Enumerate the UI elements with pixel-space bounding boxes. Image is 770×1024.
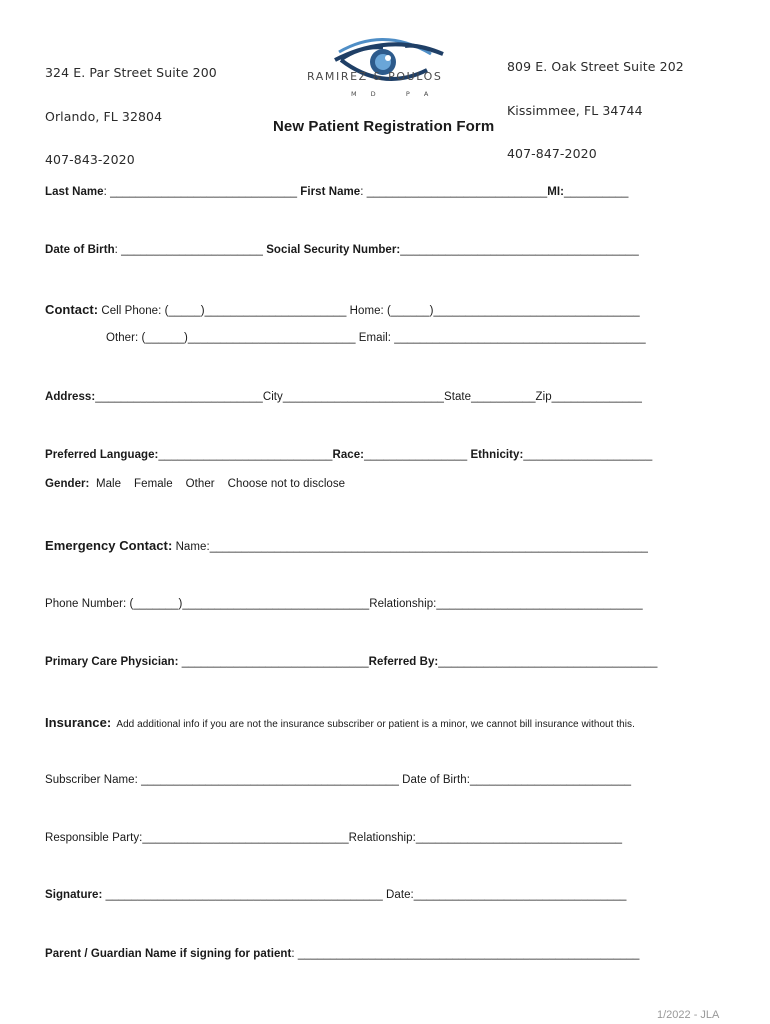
dob-ssn-row [45,244,639,256]
gender-label: Gender: [45,478,90,490]
name-row [45,186,628,198]
signature-date-fields[interactable]: ___________________________________________ Date:_________________________________ [102,889,627,901]
signature-label: Signature: [45,889,103,901]
footer-revision: 1/2022 - JLA [657,1009,720,1021]
other-email-fields[interactable]: Other: (______)__________________________ Email: _______________________________________ [106,332,646,344]
right-address-line-2: Kissimmee, FL 34744 [507,102,643,118]
address-label: Address: [45,391,96,403]
guardian-field[interactable]: : _____________________________________________________ [291,948,640,960]
pcp-label: Primary Care Physician: [45,656,179,668]
contact-label: Contact: [45,302,99,317]
language-race-row [45,449,652,461]
subscriber-fields[interactable]: Subscriber Name: ________________________________________ Date of Birth:_________________________ [45,774,632,786]
address-city-state-zip-fields[interactable]: __________________________City_________________________State__________Zip______________ [95,391,642,403]
first-name-field[interactable]: : ____________________________ [360,186,548,198]
ssn-label: Social Security Number: [266,244,401,256]
first-name-label: First Name [300,186,361,198]
last-name-label: Last Name [45,186,104,198]
mi-label: MI: [547,186,564,198]
ethnicity-field[interactable]: ____________________ [523,449,653,461]
insurance-note: Add additional info if you are not the insurance subscriber or patient is a minor, we cannot bill insurance without this. [111,719,635,730]
guardian-label: Parent / Guardian Name if signing for patient [45,948,292,960]
phone-relationship-fields[interactable]: Phone Number: (_______)_____________________________Relationship:________________________________ [45,598,643,610]
right-office-address [507,31,684,176]
left-address-line-1: 324 E. Par Street Suite 200 [45,65,217,80]
practice-logo [300,12,472,102]
preferred-language-label: Preferred Language: [45,449,159,461]
dob-label: Date of Birth [45,244,115,256]
page-title: New Patient Registration Form [273,118,495,135]
race-label: Race: [332,449,365,461]
guardian-row [45,948,639,960]
insurance-label: Insurance: [45,715,112,730]
preferred-language-field[interactable]: ___________________________ [158,449,333,461]
logo-subtitle: M D P A [351,90,435,98]
referred-by-label: Referred By: [368,656,439,668]
insurance-row [45,715,635,730]
logo-name: RAMIREZ & POULOS [307,70,443,83]
address-row [45,391,642,403]
emergency-contact-row [45,538,648,553]
referred-by-field[interactable]: __________________________________ [438,656,658,668]
cell-home-fields[interactable]: Cell Phone: (_____)______________________ Home: (______)________________________________ [98,305,640,317]
right-address-line-3: 407-847-2020 [507,146,597,161]
left-address-line-3: 407-843-2020 [45,152,135,167]
signature-row [45,889,626,901]
gender-options[interactable]: Male Female Other Choose not to disclose [89,478,346,490]
ssn-field[interactable]: _____________________________________ [400,244,639,256]
right-address-line-1: 809 E. Oak Street Suite 202 [507,59,684,74]
gender-row [45,478,345,490]
mi-field[interactable]: __________ [563,186,629,198]
responsible-party-fields[interactable]: Responsible Party:________________________________Relationship:________________________________ [45,832,623,844]
left-office-address [45,37,217,182]
race-field[interactable]: ________________ [364,449,471,461]
pcp-field[interactable]: _____________________________ [178,656,369,668]
left-address-line-2: Orlando, FL 32804 [45,108,163,124]
last-name-field[interactable]: : _____________________________ [103,186,301,198]
ethnicity-label: Ethnicity: [470,449,524,461]
emergency-contact-label: Emergency Contact: [45,538,173,553]
contact-row [45,302,640,317]
dob-field[interactable]: : ______________________ [114,244,267,256]
pcp-row [45,656,657,668]
emergency-name-field[interactable]: Name:____________________________________________________________________ [172,541,649,553]
